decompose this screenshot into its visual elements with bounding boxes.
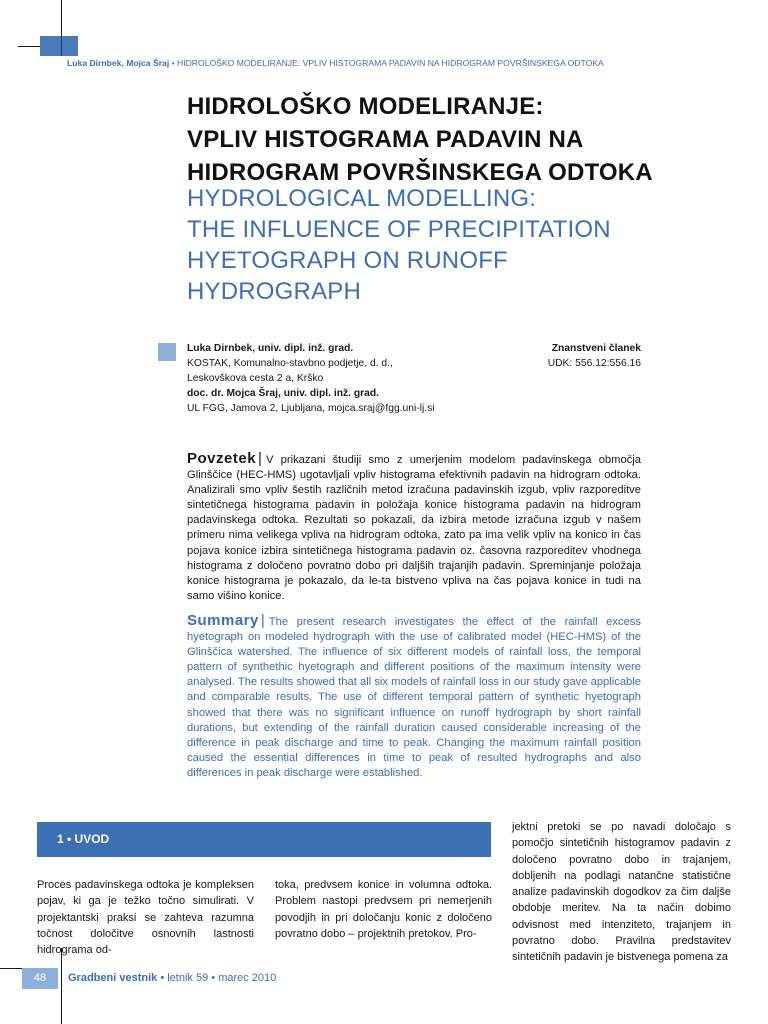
running-header [67, 58, 604, 68]
title-sl-line: HIDROGRAM POVRŠINSKEGA ODTOKA [187, 159, 653, 186]
crop-mark-top-vertical-2 [61, 36, 62, 56]
title-sl-line: HIDROLOŠKO MODELIRANJE: [187, 93, 544, 120]
article-type: Znanstveni članek [551, 343, 641, 354]
page-number: 48 [22, 968, 58, 989]
journal-date: marec 2010 [218, 972, 277, 984]
summary-text: The present research investigates the effect of the rainfall excess hyetograph on modeled hydrograph with the use of calibrated model (HEC-HMS) of the Glinščica watershed. The influence of six different models of rainfall loss, the temporal pattern of synthethic hyetograph and different positions of the maximum intensity were analysed. The results showed that all six models of rainfall loss in our study gave applicable and comparable results. The use of different temporal pattern of synthetic hyetograph showed that there was no significant influence on runoff hydrograph by short rainfall durations, but extending of the rainfall duration caused considerable increasing of the difference in peak discharge and time to peak. Changing the maximum rainfall position caused the essential differences in time to peak of resulted hydrographs and also differences in peak discharge were established. [187, 616, 641, 779]
title-en-line: HYDROLOGICAL MODELLING: [187, 185, 537, 212]
povzetek-separator: | [258, 450, 262, 467]
header-square-decoration [40, 36, 78, 56]
title-slovenian [187, 90, 657, 189]
author2-affiliation: UL FGG, Jamova 2, Ljubljana, mojca.sraj@fgg.uni-lj.si [187, 403, 435, 414]
crop-mark-bottom-horizontal [0, 968, 22, 969]
body-column-3: jektni pretoki se po navadi določajo s pomočjo sintetičnih histogramov padavin z določeno povratno dobo in trajanjem, dobljenih na podlagi natančne statistične analize padavinskih dogodkov za čim daljše obdobje meritev. Na ta način dobimo odvisnost med intenziteto, trajanjem in povratno dobo. Pravilna predstavitev sintetičnih padavin je bistvenega pomena za [512, 821, 731, 964]
abstract-slovenian [187, 451, 641, 604]
body-column-2: toka, predvsem konice in volumna odtoka. Problem nastopi predvsem pri nemerjenih povodjih in pri določanju konic z določeno povratno dobo – projektnih pretokov. Pro- [275, 879, 492, 940]
running-header-authors: Luka Dirnbek, Mojca Šraj [67, 58, 170, 68]
author1-name: Luka Dirnbek, univ. dipl. inž. grad. [187, 343, 354, 354]
body-column-1: Proces padavinskega odtoka je kompleksen pojav, ki ga je težko točno simulirati. V projektantski praksi se zahteva razumna točnost določitve osnovnih lastnosti hidrograma od- [37, 879, 254, 957]
author-square-decoration [158, 343, 176, 361]
author1-affiliation-line2: Leskovškova cesta 2 a, Krško [187, 373, 324, 384]
journal-footer [68, 972, 276, 984]
journal-volume: letnik 59 [167, 972, 209, 984]
footer-separator: • [208, 972, 219, 984]
section-heading: 1 • UVOD [57, 832, 110, 846]
summary-separator: | [260, 612, 265, 629]
author1-affiliation-line1: KOSTAK, Komunalno-stavbno podjetje, d. d., [187, 358, 393, 369]
title-en-line: HYDROGRAPH [187, 278, 362, 305]
povzetek-text: V prikazani študiji smo z umerjenim modelom padavinskega območja Glinščice (HEC-HMS) ugotavljali vpliv histograma efektivnih padavin na hidrogram odtoka. Analizirali smo vpliv šestih različnih metod izračuna padavinskih izgub, vpliv razporeditve sintetičnega histograma padavin in položaja konice histograma padavin na hidrogram padavinskega odtoka. Rezultati so pokazali, da izbira metode izračuna izgub v našem primeru nima velikega vpliva na hidrogram odtoka, zato pa ima velik vpliv na konico in čas pojava konice izbira sintetičnega histograma padavin oz. časovna razporeditev vhodnega histograma z določeno povratno dobo pri daljših trajanjih padavin. Spreminjanje položaja konice histograma je pokazalo, da le-ta bistveno vpliva na čas pojava konice in tudi na samo višino konice. [187, 454, 641, 602]
title-english [187, 183, 657, 307]
title-en-line: HYETOGRAPH ON RUNOFF [187, 247, 508, 274]
journal-name: Gradbeni vestnik [68, 972, 158, 984]
title-sl-line: VPLIV HISTOGRAMA PADAVIN NA [187, 126, 584, 153]
section-heading-bar [37, 822, 491, 857]
running-header-title: HIDROLOŠKO MODELIRANJE: VPLIV HISTOGRAMA PADAVIN NA HIDROGRAM POVRŠINSKEGA ODTOKA [177, 58, 604, 68]
summary-heading: Summary [187, 612, 259, 629]
running-header-bullet: • [169, 58, 177, 68]
article-meta [470, 341, 641, 371]
crop-mark-bottom-vertical [61, 948, 62, 1024]
author2-name: doc. dr. Mojca Šraj, univ. dipl. inž. grad. [187, 388, 380, 399]
povzetek-heading: Povzetek [187, 450, 257, 467]
title-en-line: THE INFLUENCE OF PRECIPITATION [187, 216, 611, 243]
abstract-english [187, 613, 641, 781]
footer-separator: • [157, 972, 168, 984]
udk-code: UDK: 556.12:556.16 [547, 358, 641, 369]
